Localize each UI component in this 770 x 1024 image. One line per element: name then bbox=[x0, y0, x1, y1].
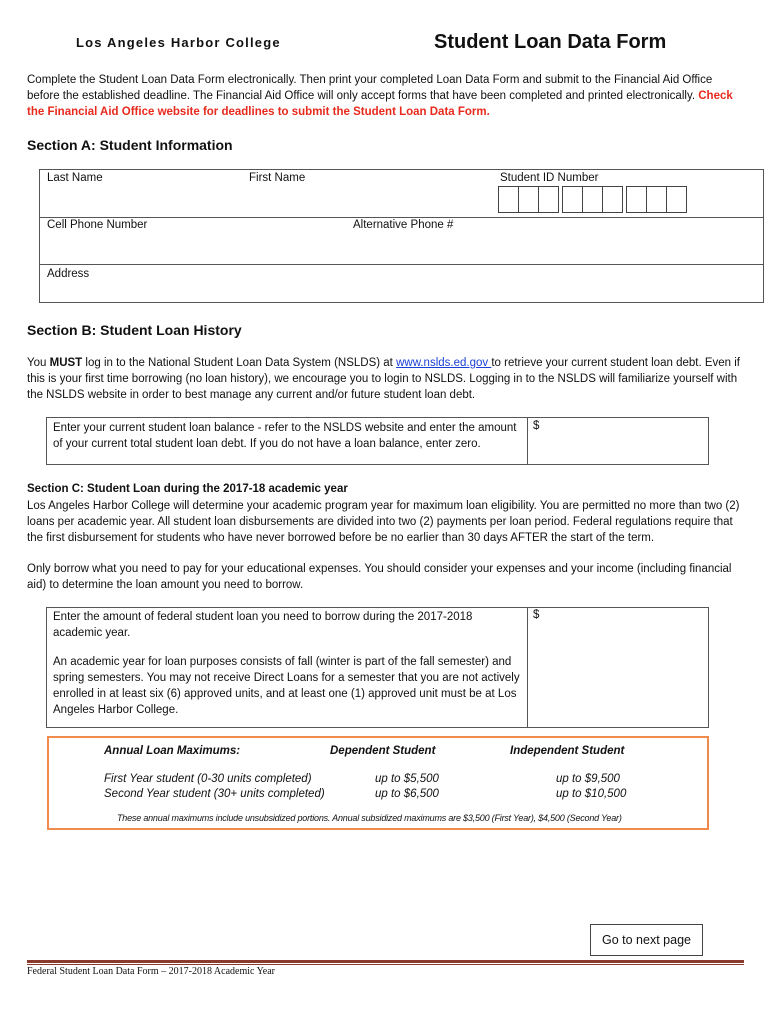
section-c-heading: Section C: Student Loan during the 2017-18 academic year bbox=[27, 483, 348, 495]
first-year-independent: up to $9,500 bbox=[556, 773, 620, 785]
student-id-digit[interactable] bbox=[626, 186, 647, 213]
intro-text: Complete the Student Loan Data Form electronically. Then print your completed Loan Data Form and submit to the Financial Aid Office before the established deadline. The Financial Aid Office will only accept forms that have been completed and printed electronically. bbox=[27, 74, 713, 102]
college-name: Los Angeles Harbor College bbox=[76, 35, 281, 50]
alt-phone-label: Alternative Phone # bbox=[353, 219, 454, 231]
student-id-digit[interactable] bbox=[562, 186, 583, 213]
form-title: Student Loan Data Form bbox=[434, 31, 667, 53]
first-year-dependent: up to $5,500 bbox=[375, 773, 439, 785]
section-b-heading: Section B: Student Loan History bbox=[27, 322, 242, 338]
first-year-label: First Year student (0-30 units completed) bbox=[104, 773, 312, 785]
section-a-heading: Section A: Student Information bbox=[27, 137, 233, 153]
maximums-note: These annual maximums include unsubsidized portions. Annual subsidized maximums are $3,500 (First Year), $4,500 (Second Year) bbox=[117, 813, 622, 823]
loan-balance-input[interactable]: $ bbox=[533, 420, 540, 432]
section-b-paragraph bbox=[27, 355, 747, 403]
loan-amount-input[interactable]: $ bbox=[533, 609, 540, 621]
student-id-digit[interactable] bbox=[602, 186, 623, 213]
student-id-digit[interactable] bbox=[646, 186, 667, 213]
cell-phone-label: Cell Phone Number bbox=[47, 219, 148, 231]
dependent-header: Dependent Student bbox=[330, 745, 436, 757]
academic-year-note: An academic year for loan purposes consists of fall (winter is part of the fall semester) and spring semesters. You may not receive Direct Loans for a semester that you are not actively enrolled in at least six (6) approved units, and at least one (1) approved unit must be at Los Angeles Harbor College. bbox=[53, 656, 520, 716]
loan-amount-prompt: Enter the amount of federal student loan you need to borrow during the 2017-2018 academic year. bbox=[53, 611, 473, 639]
must-emphasis: MUST bbox=[49, 357, 83, 369]
divider bbox=[527, 608, 528, 727]
student-id-digit[interactable] bbox=[666, 186, 687, 213]
student-id-digit[interactable] bbox=[582, 186, 603, 213]
independent-header: Independent Student bbox=[510, 745, 625, 757]
loan-balance-prompt: Enter your current student loan balance - refer to the NSLDS website and enter the amount of your current total student loan debt. If you do not have a loan balance, enter zero. bbox=[53, 422, 517, 450]
loan-balance-table bbox=[46, 417, 709, 465]
footer-text: Federal Student Loan Data Form – 2017-2018 Academic Year bbox=[27, 966, 276, 977]
address-label: Address bbox=[47, 268, 90, 280]
first-name-label: First Name bbox=[249, 172, 306, 184]
student-id-field[interactable] bbox=[498, 186, 690, 213]
section-c-paragraph-1: Los Angeles Harbor College will determine your academic program year for maximum loan eligibility. You are permitted no more than two (2) loans per academic year. All student loan disbursements are divided into two (2) payments per loan period. Federal regulations require that the first disbursement for students who have never borrowed before be no earlier than 30 days AFTER the start of the term. bbox=[27, 500, 740, 544]
section-b-text: log in to the National Student Loan Data System (NSLDS) at bbox=[82, 357, 397, 369]
student-id-digit[interactable] bbox=[498, 186, 519, 213]
section-b-text: You bbox=[27, 357, 50, 369]
student-id-digit[interactable] bbox=[538, 186, 559, 213]
footer-rule bbox=[27, 964, 744, 965]
annual-maximums-box bbox=[47, 736, 709, 830]
second-year-dependent: up to $6,500 bbox=[375, 788, 439, 800]
phone-row bbox=[40, 217, 763, 265]
intro-deadline-notice: Check the Financial Aid Office website for deadlines to submit the Student Loan Data Form. bbox=[27, 90, 733, 118]
next-page-button[interactable]: Go to next page bbox=[590, 924, 703, 956]
last-name-label: Last Name bbox=[47, 172, 103, 184]
student-id-digit[interactable] bbox=[518, 186, 539, 213]
loan-amount-table bbox=[46, 607, 709, 728]
nslds-link[interactable]: www.nslds.ed.gov bbox=[396, 357, 492, 369]
student-info-box bbox=[39, 169, 764, 303]
section-b-text: to retrieve your current student loan debt. Even if this is your first time borrowing (no loan history), we encourage you to login to NSLDS. Logging in to the NSLDS will familiarize yourself with the NSLDS website in order to best manage any current and/or future student loan debt. bbox=[27, 357, 740, 401]
student-id-label: Student ID Number bbox=[500, 172, 599, 184]
maximums-header: Annual Loan Maximums: bbox=[104, 745, 241, 757]
name-row bbox=[40, 170, 763, 218]
section-c-paragraph-2: Only borrow what you need to pay for your educational expenses. You should consider your expenses and your income (including financial aid) to determine the loan amount you need to borrow. bbox=[27, 563, 732, 591]
intro-paragraph bbox=[27, 72, 747, 120]
second-year-label: Second Year student (30+ units completed) bbox=[104, 788, 325, 800]
footer-rule bbox=[27, 960, 744, 963]
second-year-independent: up to $10,500 bbox=[556, 788, 627, 800]
divider bbox=[527, 418, 528, 464]
